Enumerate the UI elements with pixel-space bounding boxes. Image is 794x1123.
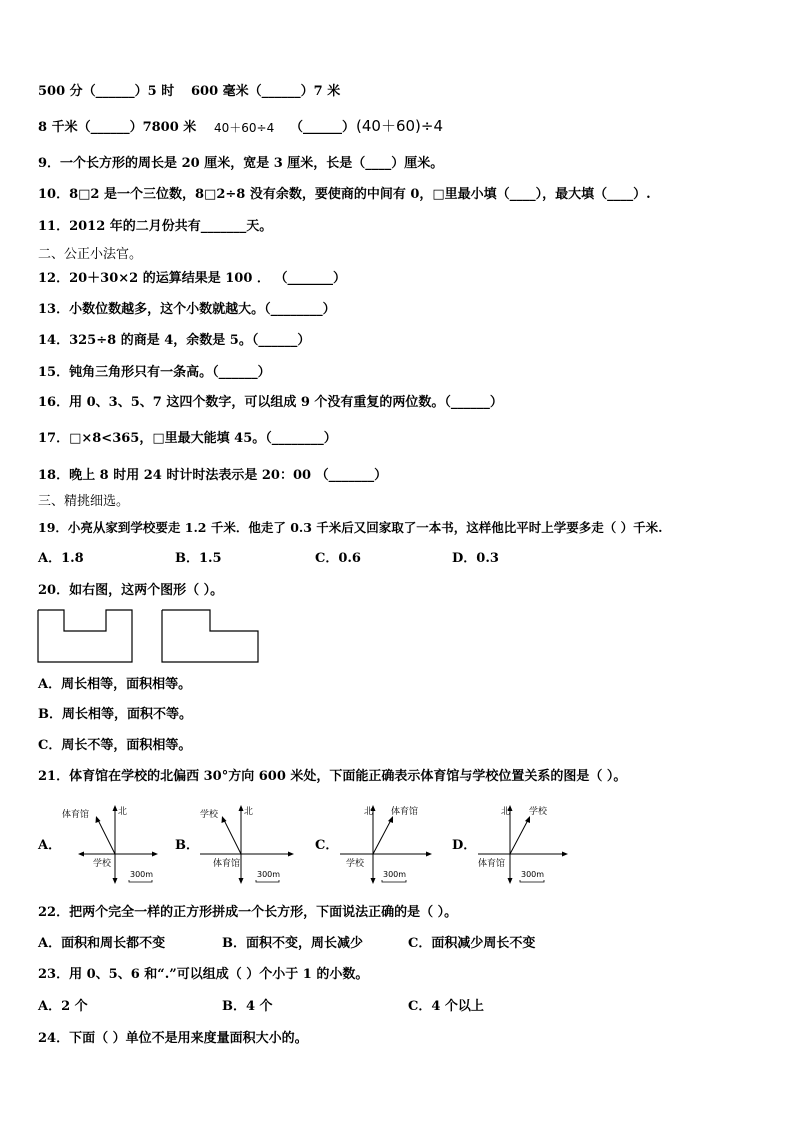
option-19d: D．0.3 [452,551,499,566]
question-22: 22．把两个完全一样的正方形拼成一个长方形，下面说法正确的是（ ）。 [38,905,458,920]
option-21a-label: A． [38,838,62,853]
question-12: 12．20＋30×2 的运算结果是 100 ． （_______） [38,271,346,286]
label-gym: 体育馆 [478,859,506,869]
question-23: 23．用 0、5、6 和“.”可以组成（ ）个小于 1 的小数。 [38,967,369,982]
question-14: 14．325÷8 的商是 4，余数是 5。（______） [38,333,311,348]
math-expression-left: 40＋60÷4 [214,121,275,135]
label-scale: 300m [383,870,407,879]
comparison-blank: （______） [290,120,356,135]
option-19a: A．1.8 [38,551,84,566]
compass-diagram-b [196,802,296,884]
question-15: 15．钝角三角形只有一条高。（______） [38,365,271,380]
option-19c: C．0.6 [315,551,361,566]
label-scale: 300m [257,870,281,879]
option-21b-label: B． [175,838,199,853]
label-north: 北 [118,807,128,817]
comparison-item-1a: 500 分（______）5 时 [38,84,175,99]
label-north: 北 [244,807,254,817]
label-school: 学校 [200,810,219,820]
compass-diagram-c [336,802,436,884]
label-gym: 体育馆 [62,810,90,820]
option-22a: A．面积和周长都不变 [38,936,166,951]
label-school: 学校 [529,807,548,817]
option-22b: B．面积不变，周长减少 [222,936,363,951]
question-21: 21．体育馆在学校的北偏西 30°方向 600 米处，下面能正确表示体育馆与学校位置关系的图是（ ）。 [38,769,627,784]
question-17: 17．□×8<365，□里最大能填 45。（________） [38,431,337,446]
option-20b: B．周长相等，面积不等。 [38,707,192,722]
compass-diagram-d [474,802,574,884]
math-expression-right: (40＋60)÷4 [356,117,443,135]
question-18: 18．晚上 8 时用 24 时计时法表示是 20：00 （_______） [38,468,388,483]
label-north: 北 [501,807,511,817]
question-19: 19．小亮从家到学校要走 1.2 千米．他走了 0.3 千米后又回家取了一本书，这样他比平时上学要多走（ ）千米. [38,520,663,535]
option-20c: C．周长不等，面积相等。 [38,738,192,753]
question-9: 9．一个长方形的周长是 20 厘米，宽是 3 厘米，长是（____）厘米。 [38,156,444,171]
option-23c: C．4 个以上 [408,999,484,1014]
option-23a: A．2 个 [38,999,88,1014]
question-13: 13．小数位数越多，这个小数就越大。（________） [38,302,336,317]
shape-figure-right [160,608,262,666]
shape-figure-left [36,608,136,666]
label-school: 学校 [346,859,365,869]
comparison-item-2a: 8 千米（______）7800 米 [38,120,197,135]
label-north: 北 [364,807,374,817]
option-21d-label: D． [452,838,477,853]
option-23b: B．4 个 [222,999,273,1014]
option-22c: C．面积减少周长不变 [408,936,536,951]
question-11: 11．2012 年的二月份共有_______天。 [38,219,273,234]
label-scale: 300m [521,870,545,879]
question-24: 24．下面（ ）单位不是用来度量面积大小的。 [38,1031,308,1046]
option-19b: B．1.5 [175,551,222,566]
option-21c-label: C． [315,838,339,853]
section-3-heading: 三、精挑细选。 [38,494,130,509]
compass-diagram-a [58,802,158,884]
option-20a: A．周长相等，面积相等。 [38,677,192,692]
label-school: 学校 [93,859,112,869]
question-20: 20．如右图，这两个图形（ ）。 [38,583,224,598]
section-2-heading: 二、公正小法官。 [38,247,143,262]
label-scale: 300m [130,870,154,879]
question-16: 16．用 0、3、5、7 这四个数字，可以组成 9 个没有重复的两位数。（______） [38,395,503,410]
question-10: 10．8□2 是一个三位数，8□2÷8 没有余数，要使商的中间有 0，□里最小填（____），最大填（____）. [38,187,651,202]
label-gym: 体育馆 [391,807,419,817]
label-gym: 体育馆 [213,859,241,869]
comparison-item-1b: 600 毫米（______）7 米 [191,84,341,99]
